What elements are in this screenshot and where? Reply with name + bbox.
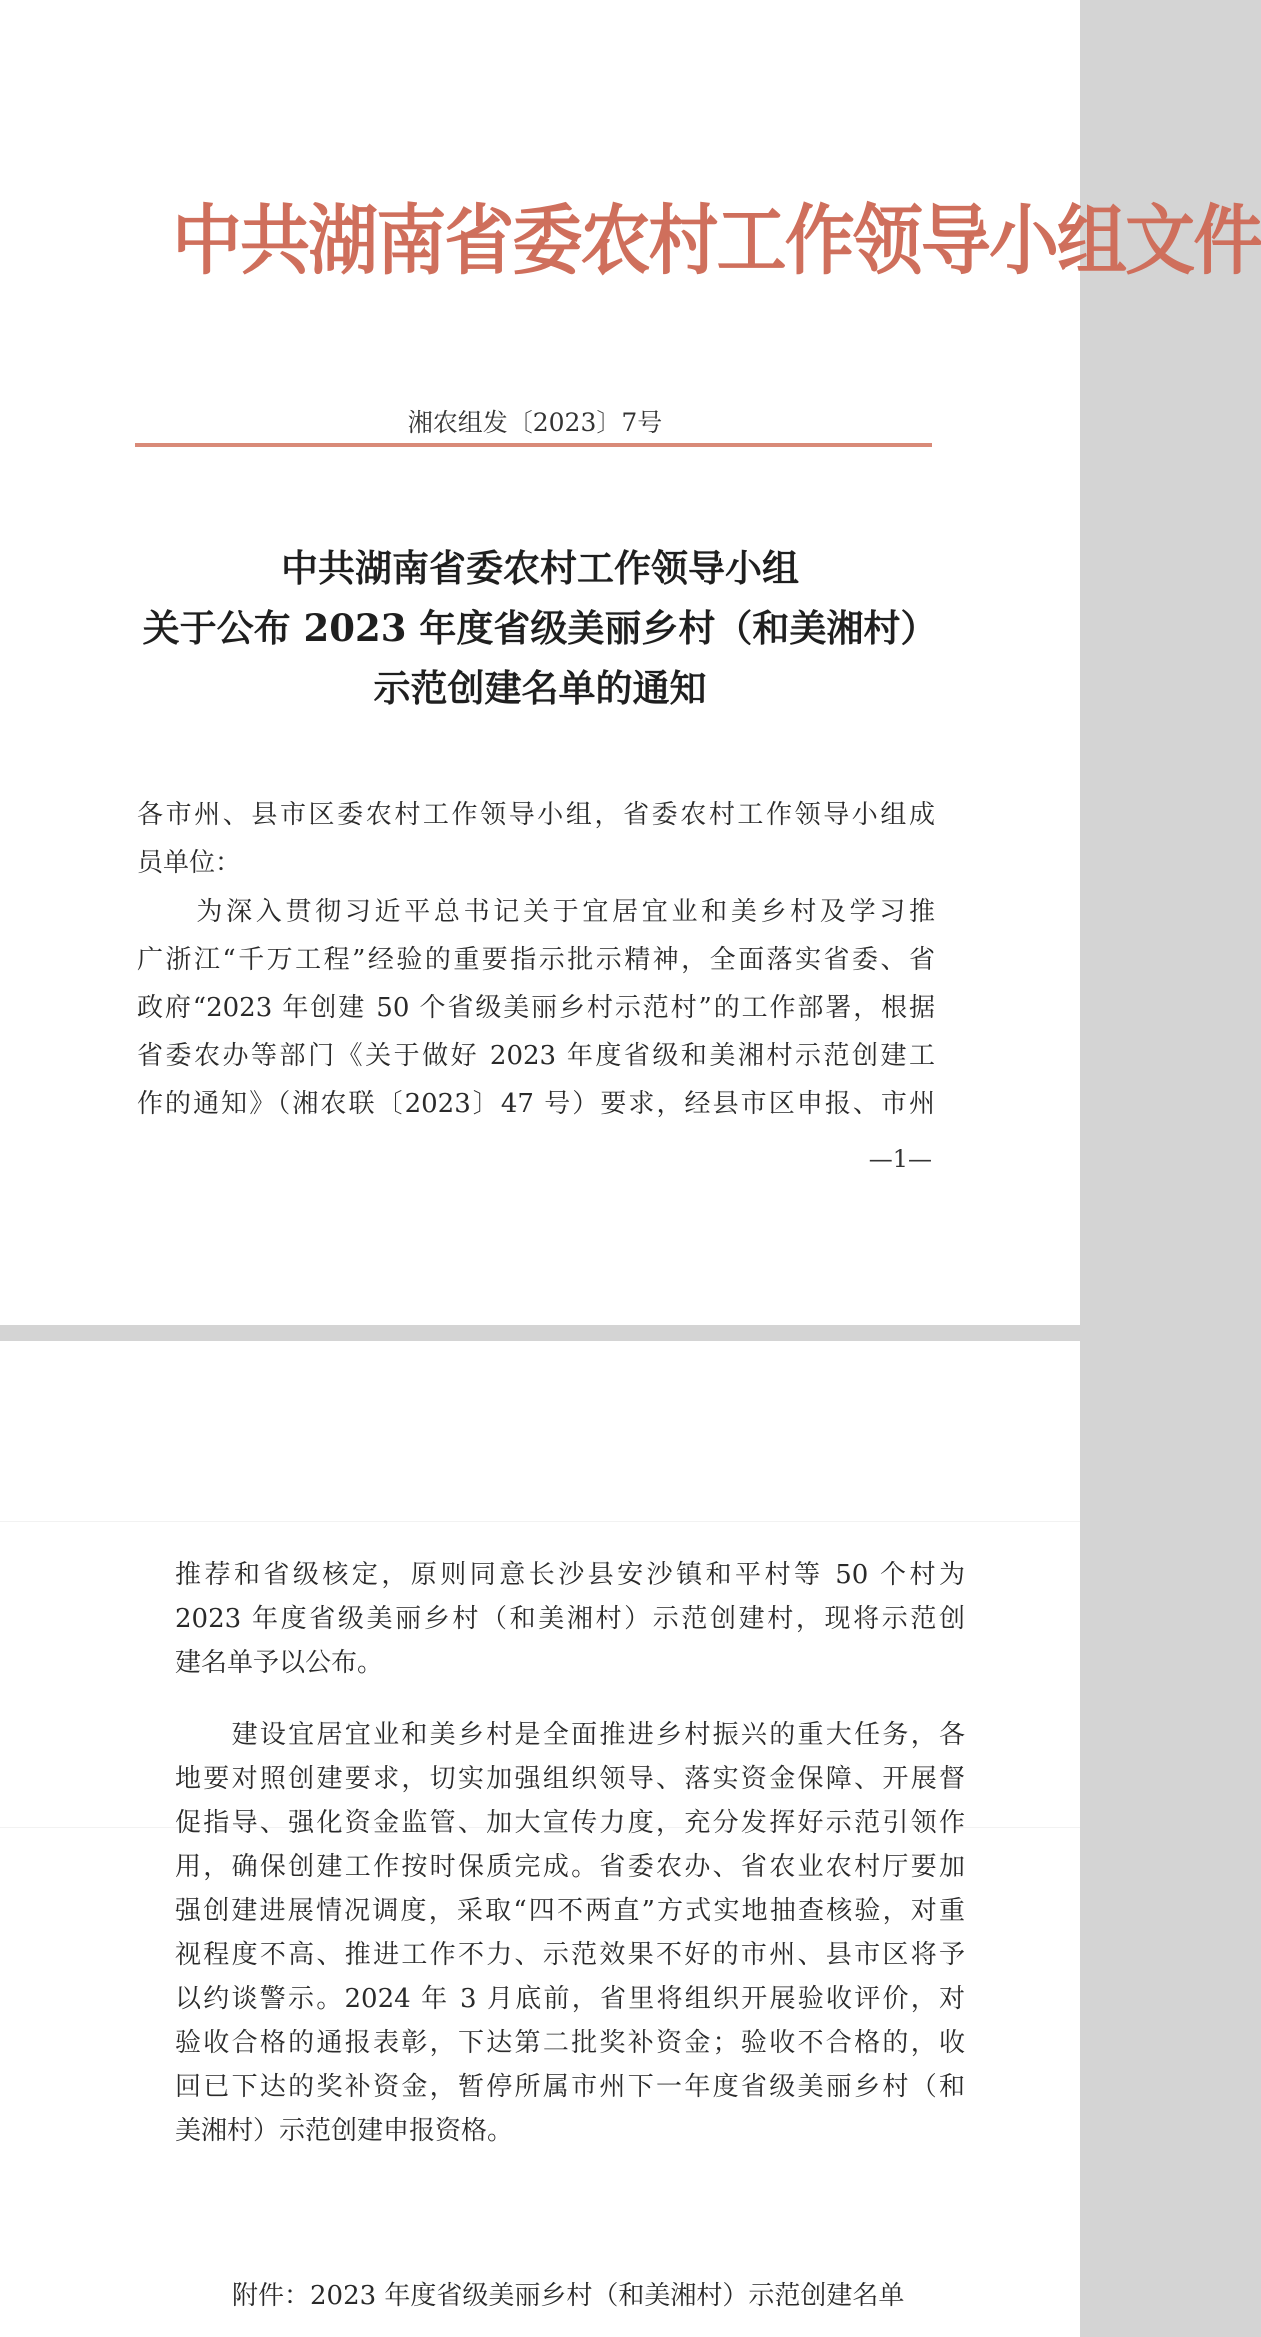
text-line: 为深入贯彻习近平总书记关于宜居宜业和美乡村及学习推 <box>137 897 935 927</box>
text-line: 政府“2023 年创建 50 个省级美丽乡村示范村”的工作部署，根据 <box>137 993 935 1023</box>
text-line: 建名单予以公布。 <box>175 1648 384 1678</box>
title-line: 示范创建名单的通知 <box>373 666 707 710</box>
title-line: 关于公布 2023 年度省级美丽乡村（和美湘村） <box>142 606 938 650</box>
scan-artifact-line <box>0 1521 1080 1522</box>
text-line: 美湘村）示范创建申报资格。 <box>175 2116 514 2146</box>
text-line: 作的通知》（湘农联〔2023〕47 号）要求，经县市区申报、市州 <box>137 1089 935 1119</box>
title-line: 中共湖南省委农村工作领导小组 <box>281 546 799 590</box>
page-number: —1— <box>868 1145 932 1173</box>
text-line: 以约谈警示。2024 年 3 月底前，省里将组织开展验收评价，对 <box>175 1984 965 2014</box>
text-line: 省委农办等部门《关于做好 2023 年度省级和美湘村示范创建工 <box>137 1041 935 1071</box>
notice-title <box>120 538 960 718</box>
text-line: 广浙江“千万工程”经验的重要指示批示精神，全面落实省委、省 <box>137 945 935 975</box>
body-paragraph <box>175 1713 965 2153</box>
addressee-paragraph <box>137 791 935 887</box>
text-line: 验收合格的通报表彰，下达第二批奖补资金；验收不合格的，收 <box>175 2028 965 2058</box>
body-paragraph <box>137 888 935 1128</box>
body-paragraph <box>175 1553 965 1685</box>
document-page-2 <box>0 1341 1080 2337</box>
text-line: 各市州、县市区委农村工作领导小组，省委农村工作领导小组成 <box>137 800 935 830</box>
text-line: 强创建进展情况调度，采取“四不两直”方式实地抽查核验，对重 <box>175 1896 965 1926</box>
document-number: 湘农组发〔2023〕7号 <box>407 408 663 437</box>
text-line: 回已下达的奖补资金，暂停所属市州下一年度省级美丽乡村（和 <box>175 2072 965 2102</box>
document-masthead: 中共湖南省委农村工作领导小组文件 <box>172 196 1261 285</box>
text-line: 建设宜居宜业和美乡村是全面推进乡村振兴的重大任务，各 <box>175 1720 965 1750</box>
text-line: 员单位： <box>137 848 242 878</box>
red-divider-line <box>135 443 932 447</box>
text-line: 地要对照创建要求，切实加强组织领导、落实资金保障、开展督 <box>175 1764 965 1794</box>
attachment-line: 附件：2023 年度省级美丽乡村（和美湘村）示范创建名单 <box>232 2281 905 2311</box>
text-line: 用，确保创建工作按时保质完成。省委农办、省农业农村厅要加 <box>175 1852 965 1882</box>
text-line: 2023 年度省级美丽乡村（和美湘村）示范创建村，现将示范创 <box>175 1604 965 1634</box>
text-line: 视程度不高、推进工作不力、示范效果不好的市州、县市区将予 <box>175 1940 965 1970</box>
text-line: 推荐和省级核定，原则同意长沙县安沙镇和平村等 50 个村为 <box>175 1560 965 1590</box>
text-line: 促指导、强化资金监管、加大宣传力度，充分发挥好示范引领作 <box>175 1808 965 1838</box>
